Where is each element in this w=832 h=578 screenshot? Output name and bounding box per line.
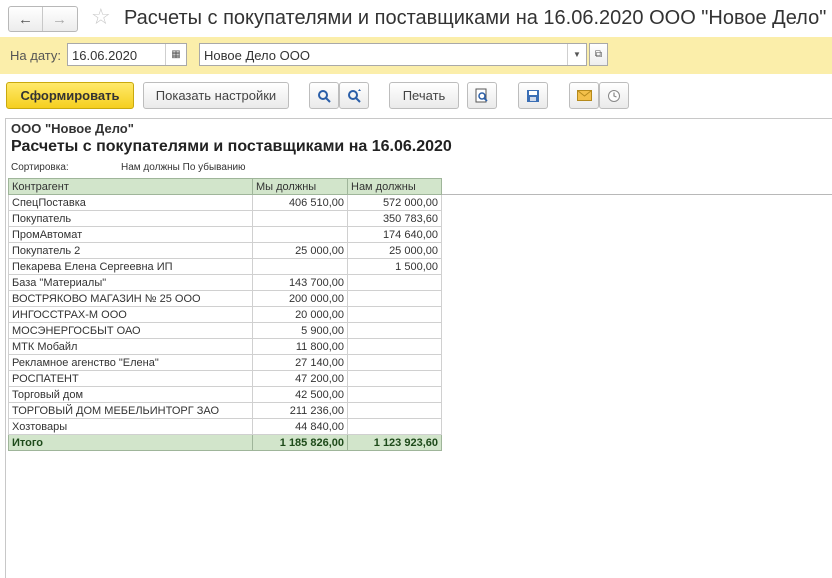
search-next-button[interactable]: [339, 82, 369, 109]
organization-field[interactable]: [199, 43, 587, 66]
table-cell[interactable]: [253, 227, 348, 243]
save-button[interactable]: [518, 82, 548, 109]
table-cell[interactable]: [348, 419, 442, 435]
table-cell[interactable]: [348, 323, 442, 339]
table-cell[interactable]: [348, 307, 442, 323]
table-cell[interactable]: 406 510,00: [253, 195, 348, 211]
table-cell[interactable]: [348, 275, 442, 291]
date-value: 16.06.2020: [72, 48, 138, 63]
arrow-right-icon[interactable]: →: [42, 7, 76, 31]
parameters-panel: [0, 37, 832, 74]
table-cell[interactable]: [253, 211, 348, 227]
calendar-icon[interactable]: ▦: [165, 44, 186, 65]
organization-value: Новое Дело ООО: [204, 48, 310, 63]
column-header: Нам должны: [348, 179, 442, 195]
table-cell[interactable]: 11 800,00: [253, 339, 348, 355]
table-cell[interactable]: 25 000,00: [253, 243, 348, 259]
table-row[interactable]: [9, 195, 442, 211]
arrow-left-icon[interactable]: ←: [18, 10, 33, 28]
total-row: [9, 435, 442, 451]
history-button[interactable]: [599, 82, 629, 109]
print-button[interactable]: Печать: [389, 82, 459, 109]
table-cell[interactable]: 211 236,00: [253, 403, 348, 419]
table-cell[interactable]: МТК Мобайл: [9, 339, 253, 355]
table-cell[interactable]: ТОРГОВЫЙ ДОМ МЕБЕЛЬИНТОРГ ЗАО: [9, 403, 253, 419]
table-cell[interactable]: Покупатель 2: [9, 243, 253, 259]
star-icon[interactable]: ☆: [91, 4, 111, 29]
table-cell[interactable]: [348, 387, 442, 403]
table-row[interactable]: [9, 275, 442, 291]
table-cell[interactable]: [348, 291, 442, 307]
table-row[interactable]: [9, 403, 442, 419]
table-cell[interactable]: [348, 355, 442, 371]
table-cell[interactable]: 5 900,00: [253, 323, 348, 339]
table-cell[interactable]: 42 500,00: [253, 387, 348, 403]
report-table: [8, 178, 442, 451]
table-cell[interactable]: 350 783,60: [348, 211, 442, 227]
date-field[interactable]: [67, 43, 187, 66]
search-refresh-icon: [346, 89, 362, 103]
table-cell[interactable]: 1 500,00: [348, 259, 442, 275]
search-icon: [317, 89, 331, 103]
table-cell[interactable]: Торговый дом: [9, 387, 253, 403]
total-cell: 1 123 923,60: [348, 435, 442, 451]
table-row[interactable]: [9, 307, 442, 323]
table-cell[interactable]: [348, 403, 442, 419]
report-area: [5, 118, 832, 578]
save-icon: [526, 89, 540, 103]
table-cell[interactable]: [348, 339, 442, 355]
column-header: Контрагент: [9, 179, 253, 195]
mail-icon: [577, 90, 592, 101]
table-row[interactable]: [9, 243, 442, 259]
table-cell[interactable]: ВОСТРЯКОВО МАГАЗИН № 25 ООО: [9, 291, 253, 307]
navigation-buttons: [8, 6, 78, 32]
table-cell[interactable]: Пекарева Елена Сергеевна ИП: [9, 259, 253, 275]
table-cell[interactable]: [348, 371, 442, 387]
table-cell[interactable]: РОСПАТЕНТ: [9, 371, 253, 387]
table-row[interactable]: [9, 211, 442, 227]
table-cell[interactable]: База "Материалы": [9, 275, 253, 291]
table-cell[interactable]: 44 840,00: [253, 419, 348, 435]
table-header: [9, 179, 442, 195]
open-icon[interactable]: ⧉: [589, 43, 608, 66]
table-row[interactable]: [9, 291, 442, 307]
report-organization: ООО "Новое Дело": [11, 121, 134, 136]
table-cell[interactable]: ИНГОССТРАХ-М ООО: [9, 307, 253, 323]
table-cell[interactable]: 27 140,00: [253, 355, 348, 371]
divider: [439, 194, 832, 195]
table-cell[interactable]: Рекламное агенство "Елена": [9, 355, 253, 371]
sort-value: Нам должны По убыванию: [121, 162, 246, 173]
table-cell[interactable]: 20 000,00: [253, 307, 348, 323]
date-label: На дату:: [10, 48, 61, 63]
print-preview-icon: [475, 88, 489, 103]
table-cell[interactable]: ПромАвтомат: [9, 227, 253, 243]
table-cell[interactable]: Покупатель: [9, 211, 253, 227]
table-cell[interactable]: 200 000,00: [253, 291, 348, 307]
sort-label: Сортировка:: [11, 162, 69, 173]
total-cell: Итого: [9, 435, 253, 451]
window-title: Расчеты с покупателями и поставщиками на 16.06.2020 ООО "Новое Дело": [124, 7, 827, 29]
table-cell[interactable]: 572 000,00: [348, 195, 442, 211]
send-mail-button[interactable]: [569, 82, 599, 109]
table-row[interactable]: [9, 323, 442, 339]
column-header: Мы должны: [253, 179, 348, 195]
clock-icon: [607, 89, 621, 103]
table-row[interactable]: [9, 259, 442, 275]
table-row[interactable]: [9, 355, 442, 371]
table-row[interactable]: [9, 227, 442, 243]
table-cell[interactable]: 25 000,00: [348, 243, 442, 259]
table-row[interactable]: [9, 339, 442, 355]
generate-button[interactable]: Сформировать: [6, 82, 134, 109]
report-title: Расчеты с покупателями и поставщиками на 16.06.2020: [11, 138, 452, 155]
table-row[interactable]: [9, 419, 442, 435]
table-cell[interactable]: [253, 259, 348, 275]
table-cell[interactable]: Хозтовары: [9, 419, 253, 435]
chevron-down-icon[interactable]: ▼: [567, 44, 586, 65]
table-row[interactable]: [9, 371, 442, 387]
title-bar: [0, 0, 832, 36]
total-cell: 1 185 826,00: [253, 435, 348, 451]
search-button[interactable]: [309, 82, 339, 109]
table-cell[interactable]: СпецПоставка: [9, 195, 253, 211]
table-row[interactable]: [9, 387, 442, 403]
show-settings-button[interactable]: Показать настройки: [143, 82, 289, 109]
print-preview-button[interactable]: [467, 82, 497, 109]
table-cell[interactable]: 47 200,00: [253, 371, 348, 387]
table-cell[interactable]: 143 700,00: [253, 275, 348, 291]
table-cell[interactable]: 174 640,00: [348, 227, 442, 243]
table-cell[interactable]: МОСЭНЕРГОСБЫТ ОАО: [9, 323, 253, 339]
